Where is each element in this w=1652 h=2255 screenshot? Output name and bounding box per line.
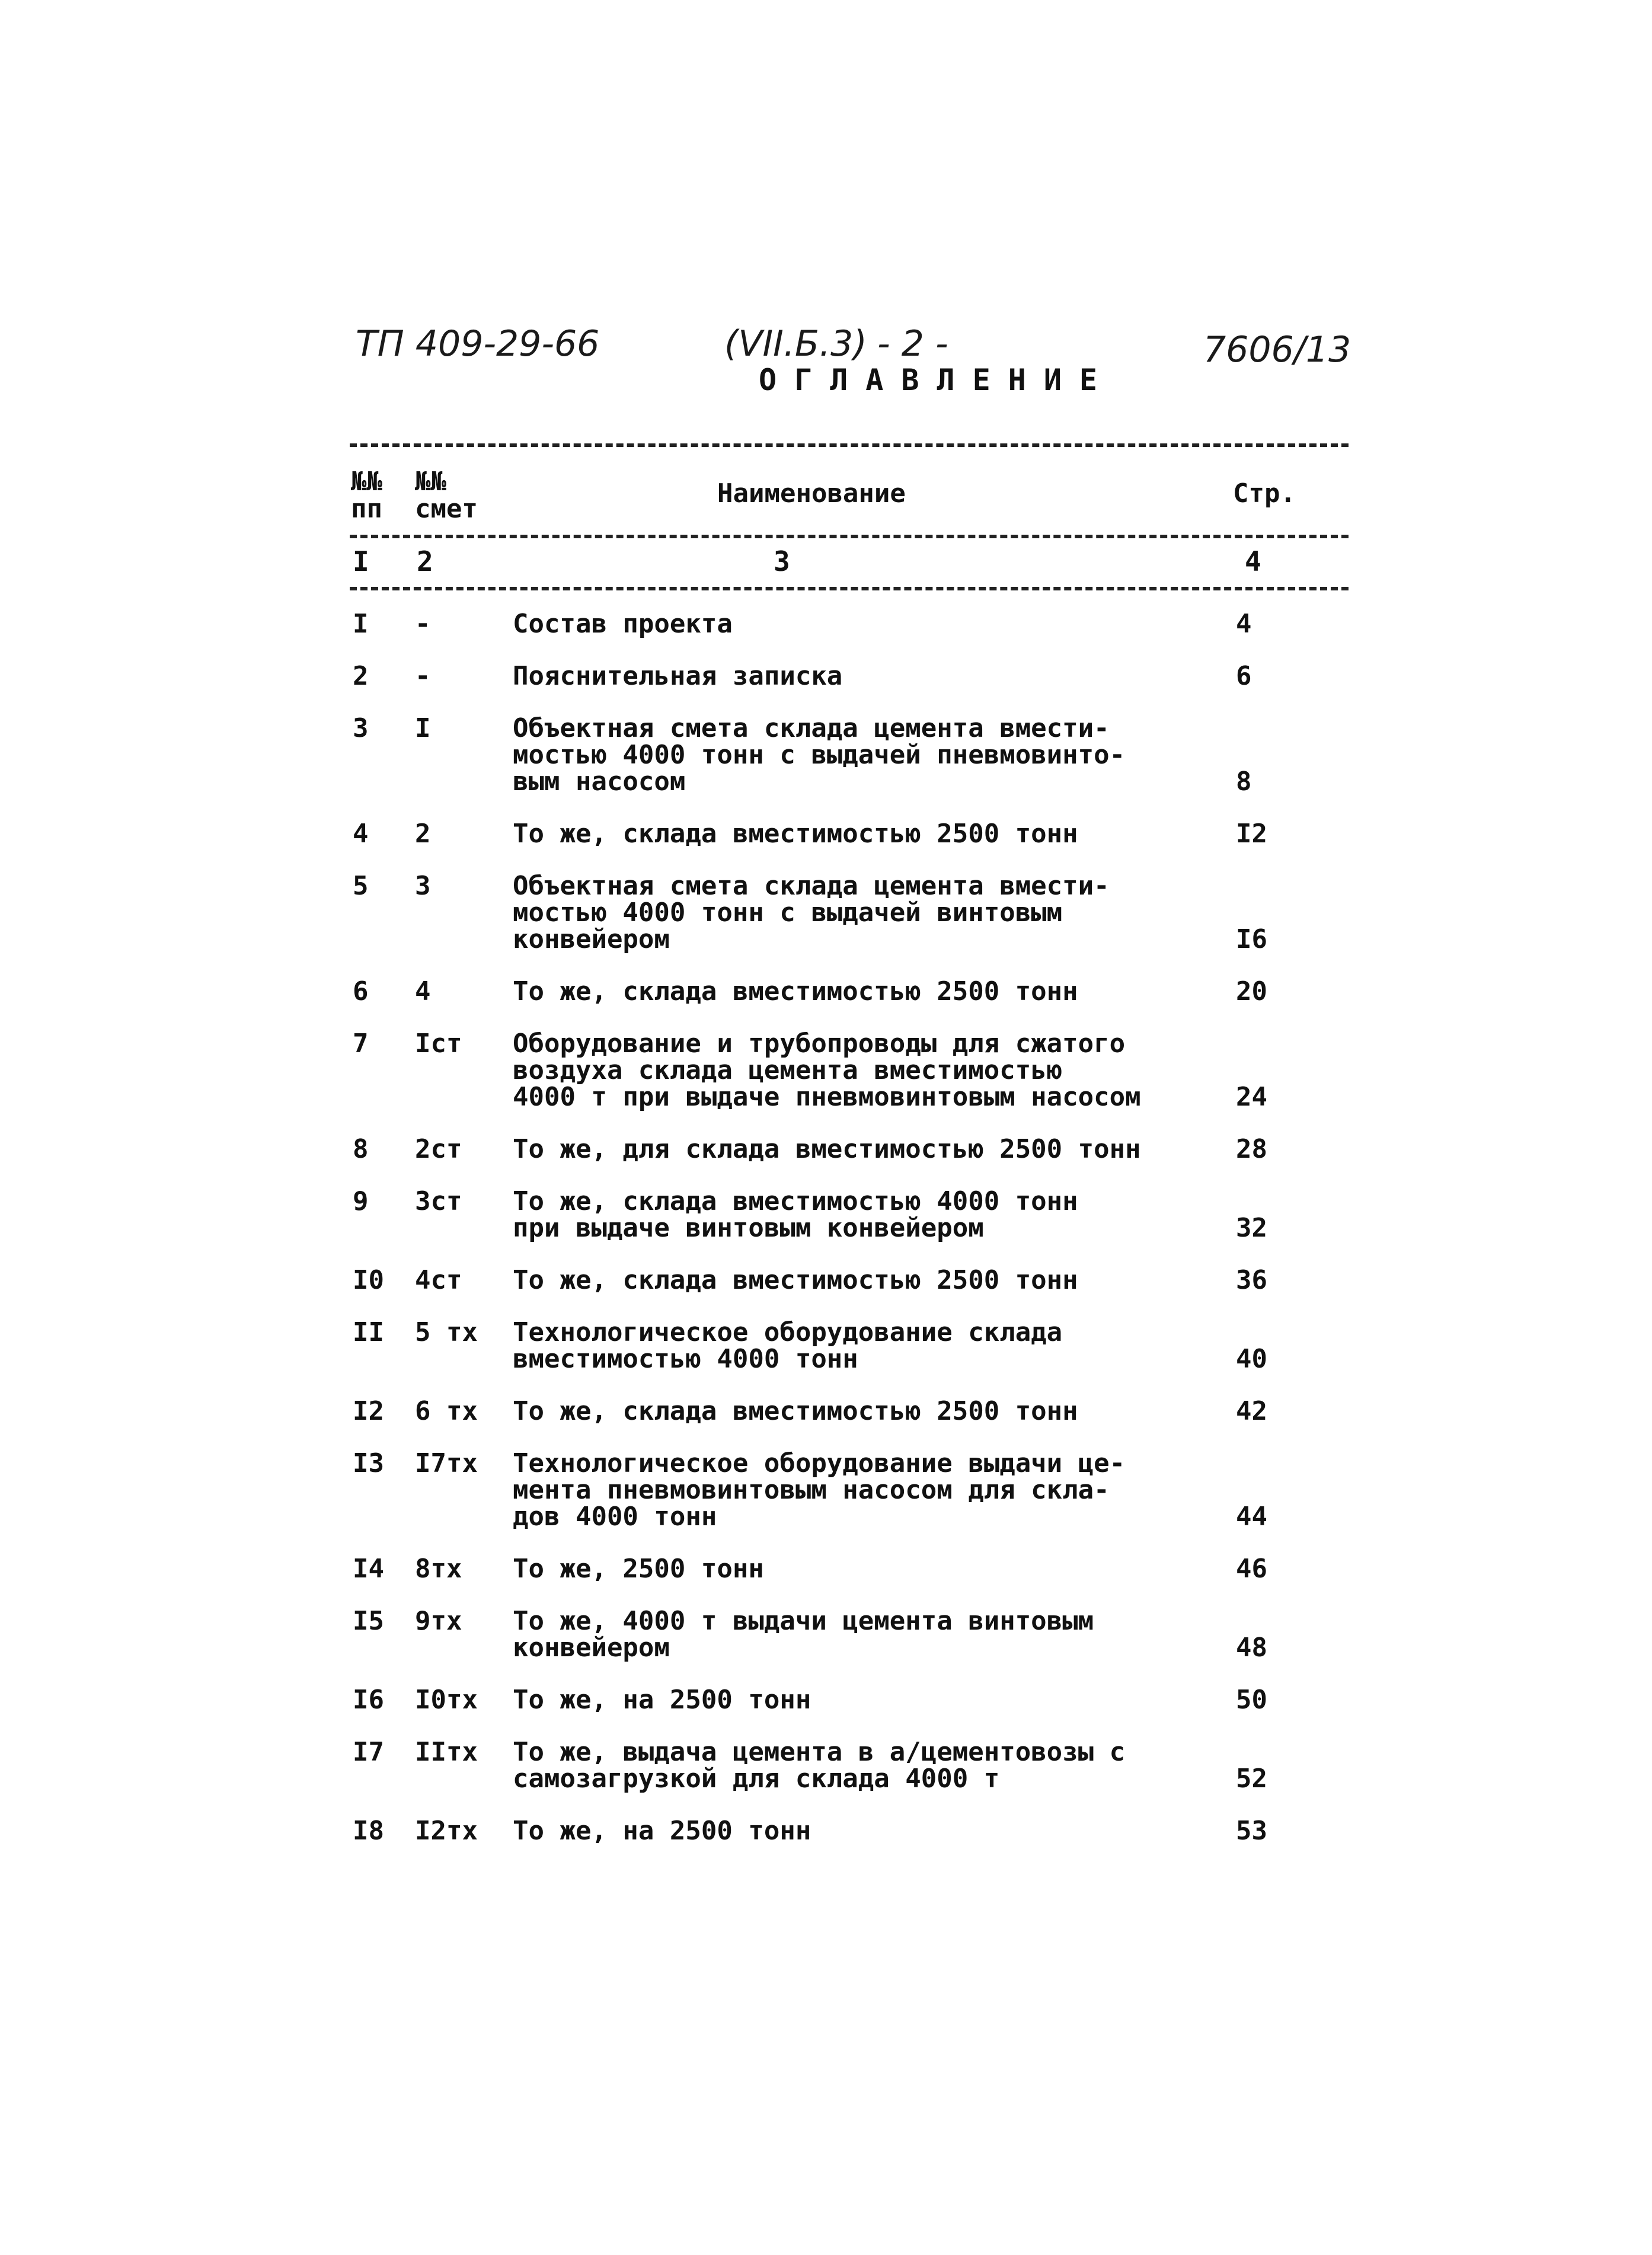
- row-name: [513, 1608, 1094, 1661]
- row-page: 46: [1236, 1554, 1267, 1584]
- row-name-line: То же, склада вместимостью 4000 тонн: [513, 1186, 1078, 1216]
- row-name-line: мостью 4000 тонн с выдачей винтовым: [513, 897, 1063, 928]
- row-name-line: конвейером: [513, 924, 670, 954]
- row-name-line: мента пневмовинтовым насосом для скла-: [513, 1475, 1110, 1505]
- row-estimate: 3: [415, 871, 431, 901]
- row-name-line: То же, 2500 тонн: [513, 1554, 764, 1584]
- row-name: [513, 978, 1078, 1005]
- row-number: I3: [353, 1448, 384, 1478]
- row-number: I8: [353, 1816, 384, 1846]
- row-estimate: Iст: [415, 1029, 462, 1059]
- row-estimate: 9тх: [415, 1606, 462, 1636]
- row-name-line: Пояснительная записка: [513, 661, 843, 691]
- row-name: [513, 1739, 1125, 1792]
- row-name: [513, 1818, 811, 1844]
- col-header-estimate-sub: смет: [415, 494, 478, 524]
- row-name-line: То же, 4000 т выдачи цемента винтовым: [513, 1606, 1094, 1636]
- row-page: 48: [1236, 1633, 1267, 1663]
- row-name-line: Технологическое оборудование выдачи це-: [513, 1448, 1126, 1478]
- col-header-number: №№: [351, 467, 382, 497]
- row-number: 3: [353, 713, 369, 743]
- row-estimate: 4: [415, 976, 431, 1007]
- column-number-2: 2: [417, 545, 433, 577]
- row-page: 36: [1236, 1265, 1267, 1295]
- row-name: [513, 1687, 811, 1713]
- row-name-line: самозагрузкой для склада 4000 т: [513, 1764, 1000, 1794]
- row-name: [513, 873, 1110, 953]
- row-name-line: То же, склада вместимостью 2500 тонн: [513, 1396, 1078, 1426]
- row-page: 8: [1236, 766, 1252, 797]
- row-number: 4: [353, 819, 369, 849]
- row-name: [513, 1188, 1078, 1241]
- row-page: 32: [1236, 1213, 1267, 1243]
- col-header-name: Наименование: [717, 478, 906, 509]
- row-name-line: То же, на 2500 тонн: [513, 1816, 811, 1846]
- row-number: I: [353, 609, 369, 639]
- row-name-line: То же, склада вместимостью 2500 тонн: [513, 976, 1078, 1007]
- row-page: 6: [1236, 661, 1252, 691]
- row-estimate: I0тх: [415, 1685, 478, 1715]
- row-name-line: Оборудование и трубопроводы для сжатого: [513, 1029, 1126, 1059]
- row-number: 6: [353, 976, 369, 1007]
- row-number: I7: [353, 1737, 384, 1767]
- row-page: 42: [1236, 1396, 1267, 1426]
- column-number-3: 3: [774, 545, 790, 577]
- row-name-line: То же, склада вместимостью 2500 тонн: [513, 819, 1078, 849]
- col-header-number-sub: пп: [351, 494, 382, 524]
- row-name-line: конвейером: [513, 1633, 670, 1663]
- row-name: [513, 820, 1078, 847]
- row-name-line: Объектная смета склада цемента вмести-: [513, 713, 1110, 743]
- row-number: I4: [353, 1554, 384, 1584]
- row-number: 9: [353, 1186, 369, 1216]
- row-number: II: [353, 1317, 384, 1347]
- row-estimate: I7тх: [415, 1448, 478, 1478]
- row-number: I0: [353, 1265, 384, 1295]
- row-page: 40: [1236, 1344, 1267, 1374]
- row-page: I6: [1236, 924, 1267, 954]
- row-name-line: мостью 4000 тонн с выдачей пневмовинто-: [513, 740, 1126, 770]
- row-estimate: I: [415, 713, 431, 743]
- row-number: 5: [353, 871, 369, 901]
- row-page: 24: [1236, 1082, 1267, 1112]
- row-estimate: I2тх: [415, 1816, 478, 1846]
- row-name-line: 4000 т при выдаче пневмовинтовым насосом: [513, 1082, 1141, 1112]
- row-page: 52: [1236, 1764, 1267, 1794]
- row-page: 53: [1236, 1816, 1267, 1846]
- inventory-number: 7606/13: [1203, 329, 1351, 370]
- row-estimate: 6 тх: [415, 1396, 478, 1426]
- row-page: 4: [1236, 609, 1252, 639]
- row-name: [513, 1450, 1125, 1530]
- row-number: 8: [353, 1134, 369, 1164]
- row-estimate: -: [415, 609, 431, 639]
- row-name: [513, 1136, 1141, 1162]
- row-estimate: 4ст: [415, 1265, 462, 1295]
- document-title: ОГЛАВЛЕНИЕ: [759, 363, 1116, 397]
- row-name-line: при выдаче винтовым конвейером: [513, 1213, 984, 1243]
- row-estimate: -: [415, 661, 431, 691]
- row-name-line: Состав проекта: [513, 609, 733, 639]
- row-estimate: 2: [415, 819, 431, 849]
- row-estimate: 8тх: [415, 1554, 462, 1584]
- row-name: [513, 1398, 1078, 1424]
- row-name-line: вым насосом: [513, 766, 686, 797]
- row-name-line: То же, выдача цемента в а/цементовозы с: [513, 1737, 1126, 1767]
- row-name-line: То же, для склада вместимостью 2500 тонн: [513, 1134, 1141, 1164]
- row-number: 2: [353, 661, 369, 691]
- row-name-line: То же, на 2500 тонн: [513, 1685, 811, 1715]
- row-name-line: Технологическое оборудование склада: [513, 1317, 1063, 1347]
- row-estimate: 5 тх: [415, 1317, 478, 1347]
- row-name: [513, 611, 733, 637]
- sheet-mark: (VII.Б.3): [724, 323, 867, 365]
- document-code: ТП 409-29-66: [356, 323, 600, 365]
- row-page: 44: [1236, 1502, 1267, 1532]
- row-estimate: 3ст: [415, 1186, 462, 1216]
- col-header-estimate: №№: [415, 467, 446, 497]
- row-number: I2: [353, 1396, 384, 1426]
- row-estimate: IIтх: [415, 1737, 478, 1767]
- col-header-page: Стр.: [1233, 478, 1296, 509]
- row-name-line: воздуха склада цемента вместимостью: [513, 1055, 1063, 1085]
- row-name: [513, 1267, 1078, 1293]
- row-number: I6: [353, 1685, 384, 1715]
- row-name-line: Объектная смета склада цемента вмести-: [513, 871, 1110, 901]
- row-name: [513, 1555, 764, 1582]
- row-name-line: То же, склада вместимостью 2500 тонн: [513, 1265, 1078, 1295]
- row-page: 50: [1236, 1685, 1267, 1715]
- row-estimate: 2ст: [415, 1134, 462, 1164]
- row-number: 7: [353, 1029, 369, 1059]
- row-page: 28: [1236, 1134, 1267, 1164]
- row-name-line: вместимостью 4000 тонн: [513, 1344, 858, 1374]
- row-page: 20: [1236, 976, 1267, 1007]
- row-name: [513, 715, 1125, 795]
- row-number: I5: [353, 1606, 384, 1636]
- row-page: I2: [1236, 819, 1267, 849]
- page-mark: - 2 -: [877, 323, 948, 365]
- row-name-line: дов 4000 тонн: [513, 1502, 717, 1532]
- column-number-4: 4: [1245, 545, 1261, 577]
- row-name: [513, 1319, 1062, 1372]
- row-name: [513, 663, 842, 689]
- row-name: [513, 1030, 1141, 1110]
- column-number-1: I: [353, 545, 369, 577]
